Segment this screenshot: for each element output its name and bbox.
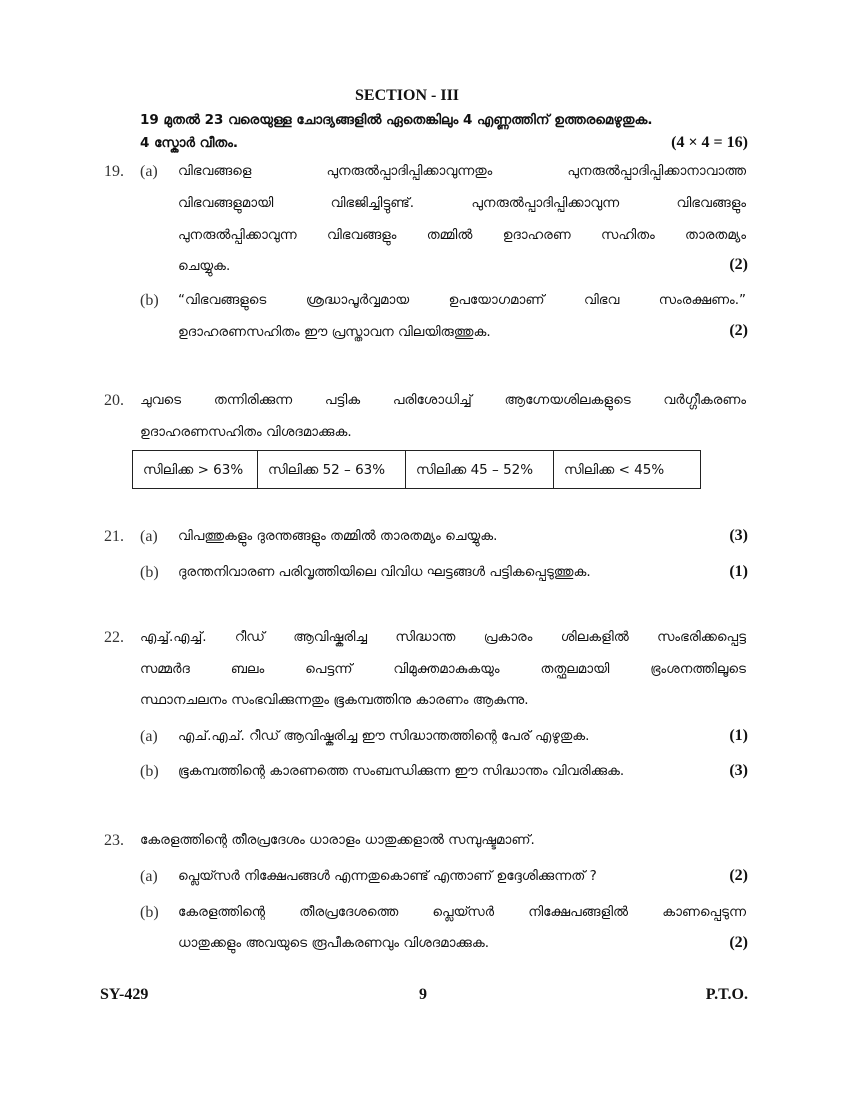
question-text: ഭൂകമ്പത്തിന്റെ കാരണത്തെ സംബന്ധിക്കുന്ന ഈ സിദ്ധാന്തം വിവരിക്കുക. xyxy=(178,763,625,779)
question-text: ചെയ്യുക. xyxy=(178,258,231,274)
question-text: സ്ഥാനചലനം സംഭവിക്കുന്നതും ഭൂകമ്പത്തിനു കാരണം ആകുന്നു. xyxy=(140,692,529,708)
question-text: പുനരുല്‍പ്പിക്കാവുന്ന വിഭവങ്ങളും തമ്മില്‍ ഉദാഹരണ സഹിതം താരതമ്യം xyxy=(178,227,746,243)
subquestion-label: (b) xyxy=(140,564,159,581)
subquestion-label: (a) xyxy=(140,868,158,885)
section-instruction: 19 മുതല്‍ 23 വരെയുള്ള ചോദ്യങ്ങളില്‍ ഏതെങ്കിലും 4 എണ്ണത്തിന് ഉത്തരമെഴുതുക. xyxy=(140,112,653,128)
question-text: ദുരന്തനിവാരണ പരിവൃത്തിയിലെ വിവിധ ഘട്ടങ്ങള്‍ പട്ടികപ്പെടുത്തുക. xyxy=(178,564,591,580)
table-cell: സിലിക്ക 45 – 52% xyxy=(406,451,554,489)
section-title: SECTION - III xyxy=(355,87,460,104)
pto-label: P.T.O. xyxy=(705,986,748,1003)
question-number: 22. xyxy=(104,629,124,646)
question-text: സമ്മര്‍ദ ബലം പെട്ടന്ന് വിമുക്തമാകുകയും തത്ഫലമായി ഭ്രംശനത്തിലൂടെ xyxy=(140,661,746,677)
marks-label: (1) xyxy=(729,563,748,580)
question-text: വിപത്തുകളും ദുരന്തങ്ങളും തമ്മില്‍ താരതമ്യം ചെയ്യുക. xyxy=(178,528,498,544)
table-cell: സിലിക്ക < 45% xyxy=(554,451,701,489)
paper-code: SY-429 xyxy=(100,986,149,1003)
section-total: (4 × 4 = 16) xyxy=(671,134,748,151)
question-text: “വിഭവങ്ങളുടെ ശ്രദ്ധാപൂര്‍വ്വമായ ഉപയോഗമാണ് വിഭവ സംരക്ഷണം.” xyxy=(178,292,746,308)
marks-label: (3) xyxy=(729,527,748,544)
subquestion-label: (a) xyxy=(140,163,158,180)
subquestion-label: (b) xyxy=(140,763,159,780)
subquestion-label: (b) xyxy=(140,292,159,309)
question-number: 23. xyxy=(104,832,124,849)
marks-label: (2) xyxy=(729,256,748,273)
question-text: പ്ലെയ്സര്‍ നിക്ഷേപങ്ങള്‍ എന്നതുകൊണ്ട് എന്താണ് ഉദ്ദേശിക്കുന്നത് ? xyxy=(178,868,597,884)
subquestion-label: (b) xyxy=(140,904,159,921)
table-cell: സിലിക്ക 52 – 63% xyxy=(258,451,406,489)
question-text: ഉദാഹരണസഹിതം ഈ പ്രസ്താവന വിലയിരുത്തുക. xyxy=(178,324,491,340)
question-text: ധാതുക്കളും അവയുടെ രൂപീകരണവും വിശദമാക്കുക. xyxy=(178,935,490,951)
subquestion-label: (a) xyxy=(140,528,158,545)
marks-label: (3) xyxy=(729,762,748,779)
table-cell: സിലിക്ക > 63% xyxy=(133,451,258,489)
section-marks-each: 4 സ്കോര്‍ വീതം. xyxy=(140,135,239,151)
marks-label: (1) xyxy=(729,727,748,744)
question-text: ചുവടെ തന്നിരിക്കുന്ന പട്ടിക പരിശോധിച്ച് ആഗ്നേയശിലകളുടെ വര്‍ഗ്ഗീകരണം xyxy=(140,392,746,408)
page-number: 9 xyxy=(419,986,427,1003)
silica-table xyxy=(132,450,701,489)
marks-label: (2) xyxy=(729,322,748,339)
question-text: കേരളത്തിന്റെ തീരപ്രദേശത്തെ പ്ലെയ്സര്‍ നിക്ഷേപങ്ങളില്‍ കാണപ്പെടുന്ന xyxy=(178,904,746,920)
marks-label: (2) xyxy=(729,934,748,951)
question-text: എച്.എച്. റീഡ് ആവിഷ്കരിച്ച ഈ സിദ്ധാന്തത്തിന്റെ പേര് എഴുതുക. xyxy=(178,728,590,744)
question-number: 21. xyxy=(104,528,124,545)
question-text: എച്ച്.എച്ച്. റീഡ് ആവിഷ്കരിച്ച സിദ്ധാന്ത പ്രകാരം ശിലകളില്‍ സംഭരിക്കപ്പെട്ട xyxy=(140,629,746,645)
question-text: കേരളത്തിന്റെ തീരപ്രദേശം ധാരാളം ധാതുക്കളാല്‍ സമ്പുഷ്ടമാണ്. xyxy=(140,832,535,848)
marks-label: (2) xyxy=(729,867,748,884)
question-number: 19. xyxy=(104,163,124,180)
question-number: 20. xyxy=(104,392,124,409)
question-text: ഉദാഹരണസഹിതം വിശദമാക്കുക. xyxy=(140,424,352,440)
table-row xyxy=(133,451,701,489)
question-text: വിഭവങ്ങളുമായി വിഭജിച്ചിട്ടുണ്ട്. പുനരുല്‍പ്പാദിപ്പിക്കാവുന്ന വിഭവങ്ങളും xyxy=(178,195,746,211)
subquestion-label: (a) xyxy=(140,728,158,745)
question-text: വിഭവങ്ങളെ പുനരുല്‍പ്പാദിപ്പിക്കാവുന്നതും പുനരുല്‍പ്പാദിപ്പിക്കാനാവാത്ത xyxy=(178,163,746,179)
